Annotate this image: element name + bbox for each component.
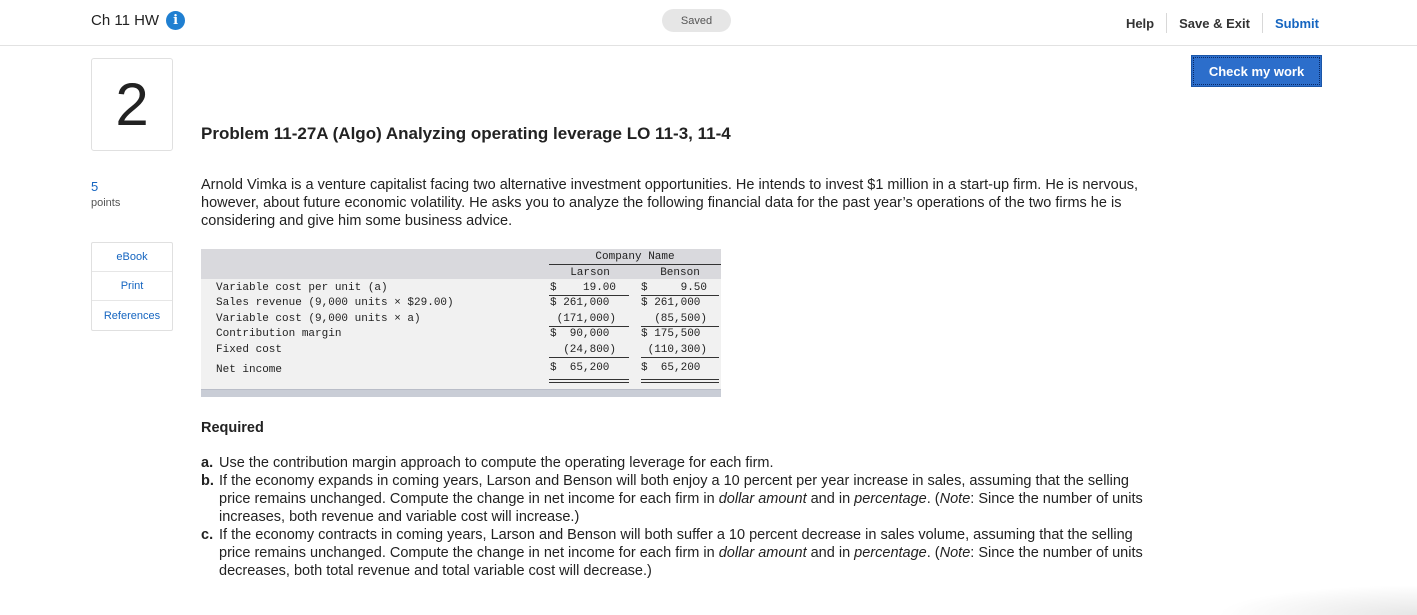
cell-benson: (85,500) [641,313,708,325]
header-rule [549,264,721,265]
column-header-benson: Benson [660,267,700,279]
required-item-text: Use the contribution margin approach to compute the operating leverage for each firm. [219,455,774,471]
underline [641,357,719,358]
row-label: Fixed cost [216,344,283,356]
required-item-text: . ( [926,545,940,561]
corner-shadow [1217,585,1417,615]
required-item-text: dollar amount [718,491,807,507]
info-icon[interactable]: i [166,11,185,30]
underline [549,326,629,327]
problem-title: Problem 11-27A (Algo) Analyzing operating leverage LO 11-3, 11-4 [201,124,731,143]
required-item-letter: a. [201,455,214,471]
required-item [201,454,1146,472]
required-item [201,526,1146,580]
resource-links [91,242,173,331]
row-label: Variable cost (9,000 units × a) [216,313,421,325]
required-item-text: percentage [854,545,927,561]
underline [641,295,719,296]
points-label: points [91,197,121,209]
double-underline [641,382,719,383]
company-name-header: Company Name [595,251,675,263]
cell-benson: $ 261,000 [641,297,701,309]
required-item-text: Note [939,545,971,561]
references-link[interactable]: References [103,309,161,322]
help-link[interactable]: Help [1125,15,1155,31]
required-item [201,472,1146,526]
ebook-link[interactable]: eBook [92,243,172,272]
cell-larson: $ 261,000 [550,297,610,309]
check-my-work-button[interactable]: Check my work [1191,55,1322,87]
cell-benson: $ 175,500 [641,328,701,340]
cell-larson: (171,000) [550,313,617,325]
saved-status-badge: Saved [662,9,731,32]
table-footer-band [201,389,721,397]
required-item-letter: b. [201,473,214,489]
submit-link[interactable]: Submit [1274,15,1319,31]
question-number: 2 [91,58,173,151]
cell-benson: $ 9.50 [641,282,708,294]
required-item-text: . ( [926,491,940,507]
points-value: 5 [91,179,99,194]
required-list [201,454,1146,580]
underline [549,357,629,358]
top-bar [0,0,1417,46]
print-link[interactable]: Print [92,272,172,301]
required-item-text: and in [806,545,855,561]
required-item-text: : Since the number of units increases, both revenue and variable cost will increase.) [219,491,1143,525]
cell-larson: $ 19.00 [550,282,617,294]
double-underline [641,379,719,380]
required-item-text: and in [806,491,855,507]
assignment-title [91,11,185,30]
financial-data-table [201,249,721,397]
row-label: Net income [216,364,283,376]
cell-larson: (24,800) [550,344,617,356]
column-header-larson: Larson [570,267,610,279]
required-item-text: percentage [854,491,927,507]
required-heading: Required [201,420,264,436]
underline [641,326,719,327]
top-nav [1114,0,1417,46]
required-item-text: dollar amount [718,545,807,561]
cell-benson: (110,300) [641,344,708,356]
required-item-text: Note [939,491,971,507]
row-label: Sales revenue (9,000 units × $29.00) [216,297,454,309]
assignment-title-text: Ch 11 HW [91,12,160,29]
required-item-text: If the economy contracts in coming years, Larson and Benson will both suffer a 10 percent decrease in sales volume, assuming that the selling price remains unchanged. Compute the change in net income for each firm in [219,527,1133,561]
required-item-letter: c. [201,527,214,543]
cell-benson: $ 65,200 [641,362,701,374]
save-exit-link[interactable]: Save & Exit [1179,15,1250,31]
row-label: Contribution margin [216,328,342,340]
required-item-text: If the economy expands in coming years, Larson and Benson will both enjoy a 10 percent per year increase in sales, assuming that the selling price remains unchanged. Compute the change in net income for each firm in [219,473,1129,507]
double-underline [549,382,629,383]
row-label: Variable cost per unit (a) [216,282,388,294]
cell-larson: $ 90,000 [550,328,610,340]
cell-larson: $ 65,200 [550,362,610,374]
problem-intro: Arnold Vimka is a venture capitalist facing two alternative investment opportunities. He intends to invest $1 million in a start-up firm. He is nervous, however, about future economic volatility. He asks you to analyze the following financial data for the past year’s operations of the two firms he is considering and give him some business advice. [201,177,1139,229]
double-underline [549,379,629,380]
required-item-text: : Since the number of units decreases, both total revenue and total variable cost will decrease.) [219,545,1143,579]
underline [549,295,629,296]
